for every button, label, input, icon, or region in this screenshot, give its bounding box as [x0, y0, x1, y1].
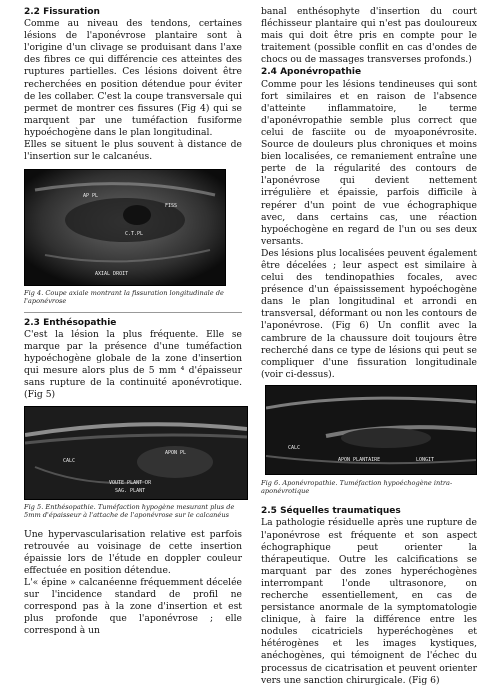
- figure-4-caption: Fig 4. Coupe axiale montrant la fissuration longitudinale de l'aponévrose: [24, 289, 224, 306]
- fig5-label-sag: SAG. PLANT: [115, 488, 146, 495]
- divider: [24, 312, 242, 313]
- hypervascularisation-paragraph: Une hypervascularisation relative est parfois retrouvée au voisinage de cette insertion épaissie lors de l'étude en doppler couleur effectuée en position détendue.: [24, 528, 242, 576]
- aponevropathie-paragraph-2: Des lésions plus localisées peuvent également être décelées ; leur aspect est similaire à celui des tendinopathies focales, avec présence d'un épaississement hypoéchogène dans le plan longitudinal et arrondi en transversal, déformant ou non les contours de l'aponévrose. (Fig 6) Un conflit avec la cambrure de la chaussure doit toujours être recherché dans ce type de lésions qui peut se compliquer d'une fissuration longitudinale (voir ci-dessus).: [261, 247, 477, 380]
- aponevropathie-paragraph-1: Comme pour les lésions tendineuses qui sont fort similaires et en raison de l'absence d'atteinte inflammatoire, le terme d'aponévropathie semble plus correct que celui de fasciite ou de myoaponévrosite. Source de douleurs plus chroniques et moins bien localisées, ce remaniement entraîne une perte de la régularité des contours de l'aponévrose qui devient nettement irrégulière et épaissie, parfois difficile à repérer d'un point de vue échographique avec, dans certains cas, une réaction hypoéchogène en regard de l'un ou ses deux versants.: [261, 78, 477, 247]
- enthesopathie-paragraph: C'est la lésion la plus fréquente. Elle se marque par la présence d'une tuméfaction hypoéchogène globale de la zone d'insertion qui mesure alors plus de 5 mm ⁴ d'épaisseur sans rupture de la continuité aponévrotique. (Fig 5): [24, 328, 242, 401]
- fig4-label-ct-pl: C.T.PL: [125, 231, 144, 238]
- left-column: [24, 6, 242, 638]
- enthesophyte-paragraph: banal enthésophyte d'insertion du court fléchisseur plantaire qui n'est pas douloureux mais qui doit être pris en compte pour le traitement (possible conflit en cas d'ondes de chocs ou de massages transverses profonds.): [261, 6, 477, 66]
- fissuration-paragraph: Comme au niveau des tendons, certaines lésions de l'aponévrose plantaire sont à l'origine d'un clivage se produisant dans l'axe des fibres ce qui différencie ces atteintes des ruptures partielles. Ces lésions doivent être recherchées en position détendue pour éviter de les collaber. C'est la coupe transversale qui permet de montrer ces fissures (Fig 4) qui se marquent par une tuméfaction fusiforme hypoéchogène dans le plan longitudinal.: [24, 18, 242, 138]
- fig4-label-axial: AXIAL DROIT: [95, 271, 129, 278]
- fig4-label-fiss: FISS: [165, 203, 178, 210]
- figure-5-caption: Fig 5. Enthésopathie. Tuméfaction hypogène mesurant plus de 5mm d'épaisseur à l'attache de l'aponévrose sur le calcanéus: [24, 503, 235, 520]
- fissuration-paragraph-2: Elles se situent le plus souvent à distance de l'insertion sur le calcanéus.: [24, 139, 242, 163]
- section-heading-sequelles: 2.5 Séquelles traumatiques: [261, 506, 401, 517]
- fig5-label-voute: VOUTE PLANT DR: [109, 480, 152, 487]
- sequelles-paragraph: La pathologie résiduelle après une rupture de l'aponévrose est fréquente et son aspect échographique peut orienter la thérapeutique. Outre les calcifications se marquant par des zones hyperéchogènes interrompant l'onde ultrasonore, on recherche essentiellement, en cas de persistance anormale de la symptomatologie clinique, à faire la différence entre les nodules cicatriciels hyperéchogènes et hétérogènes et les images kystiques, anéchogènes, qui témoignent de l'échec du processus de cicatrisation et peuvent orienter vers une sanction chirurgicale. (Fig 6): [261, 517, 477, 686]
- figure-6-ultrasound: [265, 385, 477, 475]
- fig5-label-calc: CALC: [63, 458, 76, 465]
- right-column: [261, 6, 477, 687]
- fig6-label-apon: APON PLANTAIRE: [338, 456, 381, 463]
- section-heading-fissuration: 2.2 Fissuration: [24, 7, 100, 17]
- figure-4-ultrasound: [24, 169, 226, 286]
- epine-paragraph: L'« épine » calcanéenne fréquemment décelée sur l'incidence standard de profil ne correspond pas à la zone d'insertion et est plus profonde que l'aponévrose ; elle correspond à un: [24, 577, 242, 637]
- section-heading-enthesopathie: 2.3 Enthésopathie: [24, 317, 117, 328]
- figure-6-caption: Fig 6. Aponévropathie. Tuméfaction hypoéchogène intra-aponévrotique: [261, 478, 453, 496]
- fig4-label-ap-pl: AP PL: [83, 193, 99, 200]
- figure-5-ultrasound: [24, 406, 248, 500]
- fig6-label-longit: LONGIT: [416, 456, 435, 463]
- section-heading-aponevropathie: 2.4 Aponévropathie: [261, 67, 362, 78]
- fig6-label-calc: CALC: [288, 444, 301, 451]
- fig5-label-apon-pl: APON PL: [165, 450, 187, 457]
